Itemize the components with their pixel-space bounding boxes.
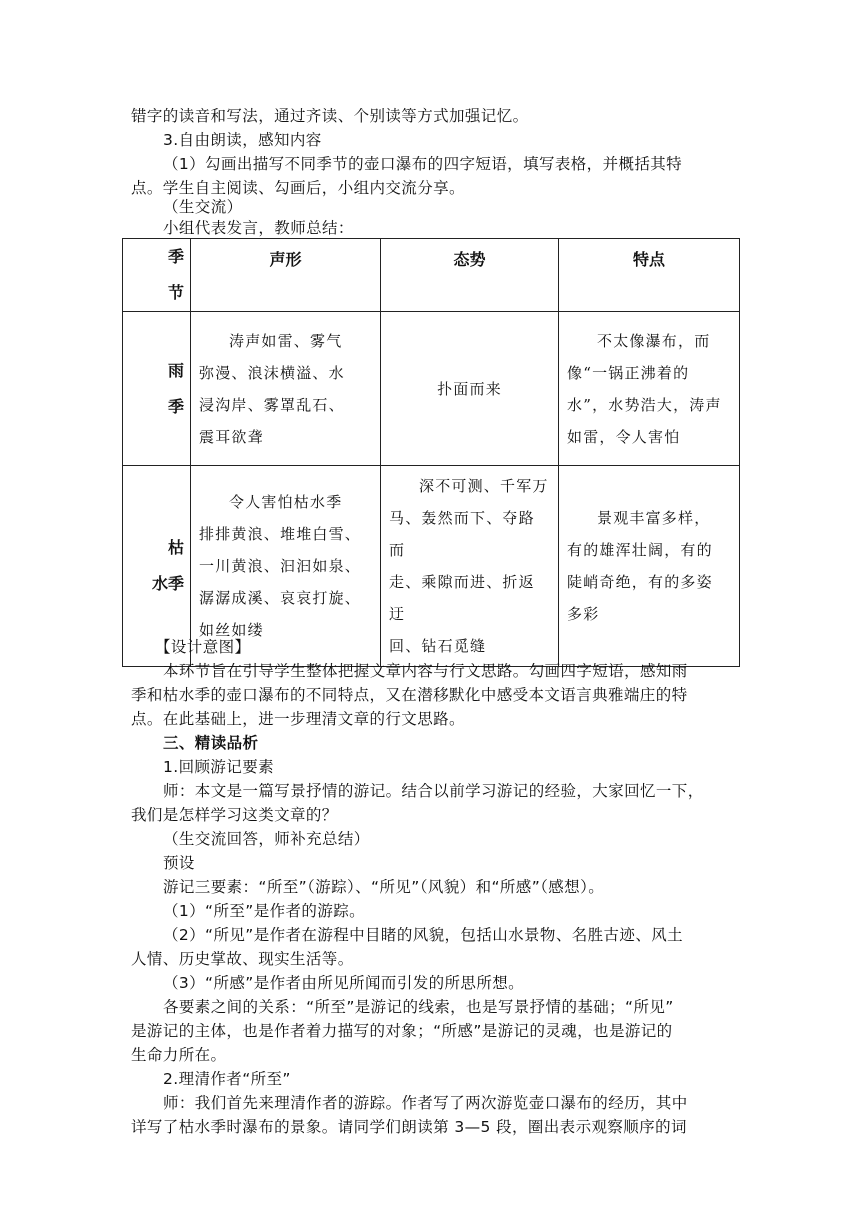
sound-cell: 涛声如雷、雾气 弥漫、浪沫横溢、水 浸沟岸、雾罩乱石、 震耳欲聋	[191, 312, 381, 466]
paragraph-line: （2）“所见”是作者在游程中目睹的风貌，包括山水景物、名胜古迹、风土	[163, 926, 684, 944]
paragraph-line: 我们是怎样学习这类文章的？	[131, 806, 338, 824]
feature-cell: 景观丰富多样， 有的雄浑壮阔，有的 陡峭奇绝，有的多姿 多彩	[559, 466, 740, 667]
paragraph-line: 是游记的主体，也是作者着力描写的对象；“所感”是游记的灵魂，也是游记的	[131, 1022, 673, 1040]
table-row	[123, 312, 740, 466]
paragraph-line: 季和枯水季的壶口瀑布的不同特点，又在潜移默化中感受本文语言典雅端庄的特	[131, 686, 688, 704]
section-heading: 三、精读品析	[163, 734, 259, 752]
paragraph-line: 详写了枯水季时瀑布的景象。请同学们朗读第 3—5 段，圈出表示观察顺序的词	[131, 1118, 687, 1136]
paragraph-line: 预设	[163, 854, 195, 872]
paragraph-line: （1）勾画出描写不同季节的壶口瀑布的四字短语，填写表格，并概括其特	[163, 155, 683, 173]
paragraph-line: 点。学生自主阅读、勾画后，小组内交流分享。	[131, 179, 465, 197]
paragraph-line: 本环节旨在引导学生整体把握文章内容与行文思路。勾画四字短语，感知雨	[163, 662, 688, 680]
subsection-heading: 1.回顾游记要素	[163, 758, 274, 776]
posture-cell: 扑面而来	[381, 312, 559, 466]
paragraph-line: 错字的读音和写法，通过齐读、个别读等方式加强记忆。	[131, 107, 529, 125]
header-sound: 声形	[191, 239, 381, 312]
posture-cell: 深不可测、千军万 马、轰然而下、夺路而 走、乘隙而进、折返迂 回、钻石觅缝	[381, 466, 559, 667]
feature-cell: 不太像瀑布，而 像“一锅正沸着的 水”，水势浩大，涛声 如雷，令人害怕	[559, 312, 740, 466]
subsection-heading: 2.理清作者“所至”	[163, 1070, 291, 1088]
sound-cell: 令人害怕枯水季 排排黄浪、堆堆白雪、 一川黄浪、汩汩如泉、 潺潺成溪、哀哀打旋、 如丝如缕	[191, 466, 381, 667]
header-season: 季 节	[123, 239, 191, 312]
paragraph-line: （生交流）	[163, 198, 243, 216]
paragraph-line: 小组代表发言，教师总结：	[163, 219, 354, 237]
table-header-row	[123, 239, 740, 312]
summary-table	[122, 238, 740, 667]
section-heading: 3.自由朗读，感知内容	[163, 131, 322, 149]
paragraph-line: （1）“所至”是作者的游踪。	[163, 902, 366, 920]
paragraph-line: 点。在此基础上，进一步理清文章的行文思路。	[131, 710, 465, 728]
paragraph-line: 人情、历史掌故、现实生活等。	[131, 950, 354, 968]
design-intent-heading: 【设计意图】	[155, 638, 251, 656]
season-cell: 枯 水季	[123, 466, 191, 667]
season-cell: 雨 季	[123, 312, 191, 466]
paragraph-line: 游记三要素：“所至”（游踪）、“所见”（风貌）和“所感”（感想）。	[163, 878, 605, 896]
paragraph-line: （生交流回答，师补充总结）	[163, 830, 370, 848]
header-feature: 特点	[559, 239, 740, 312]
paragraph-line: 师：本文是一篇写景抒情的游记。结合以前学习游记的经验，大家回忆一下，	[163, 782, 704, 800]
paragraph-line: 各要素之间的关系：“所至”是游记的线索，也是写景抒情的基础；“所见”	[163, 998, 674, 1016]
header-posture: 态势	[381, 239, 559, 312]
paragraph-line: 师：我们首先来理清作者的游踪。作者写了两次游览壶口瀑布的经历，其中	[163, 1094, 688, 1112]
paragraph-line: 生命力所在。	[131, 1046, 227, 1064]
paragraph-line: （3）“所感”是作者由所见所闻而引发的所思所想。	[163, 974, 525, 992]
